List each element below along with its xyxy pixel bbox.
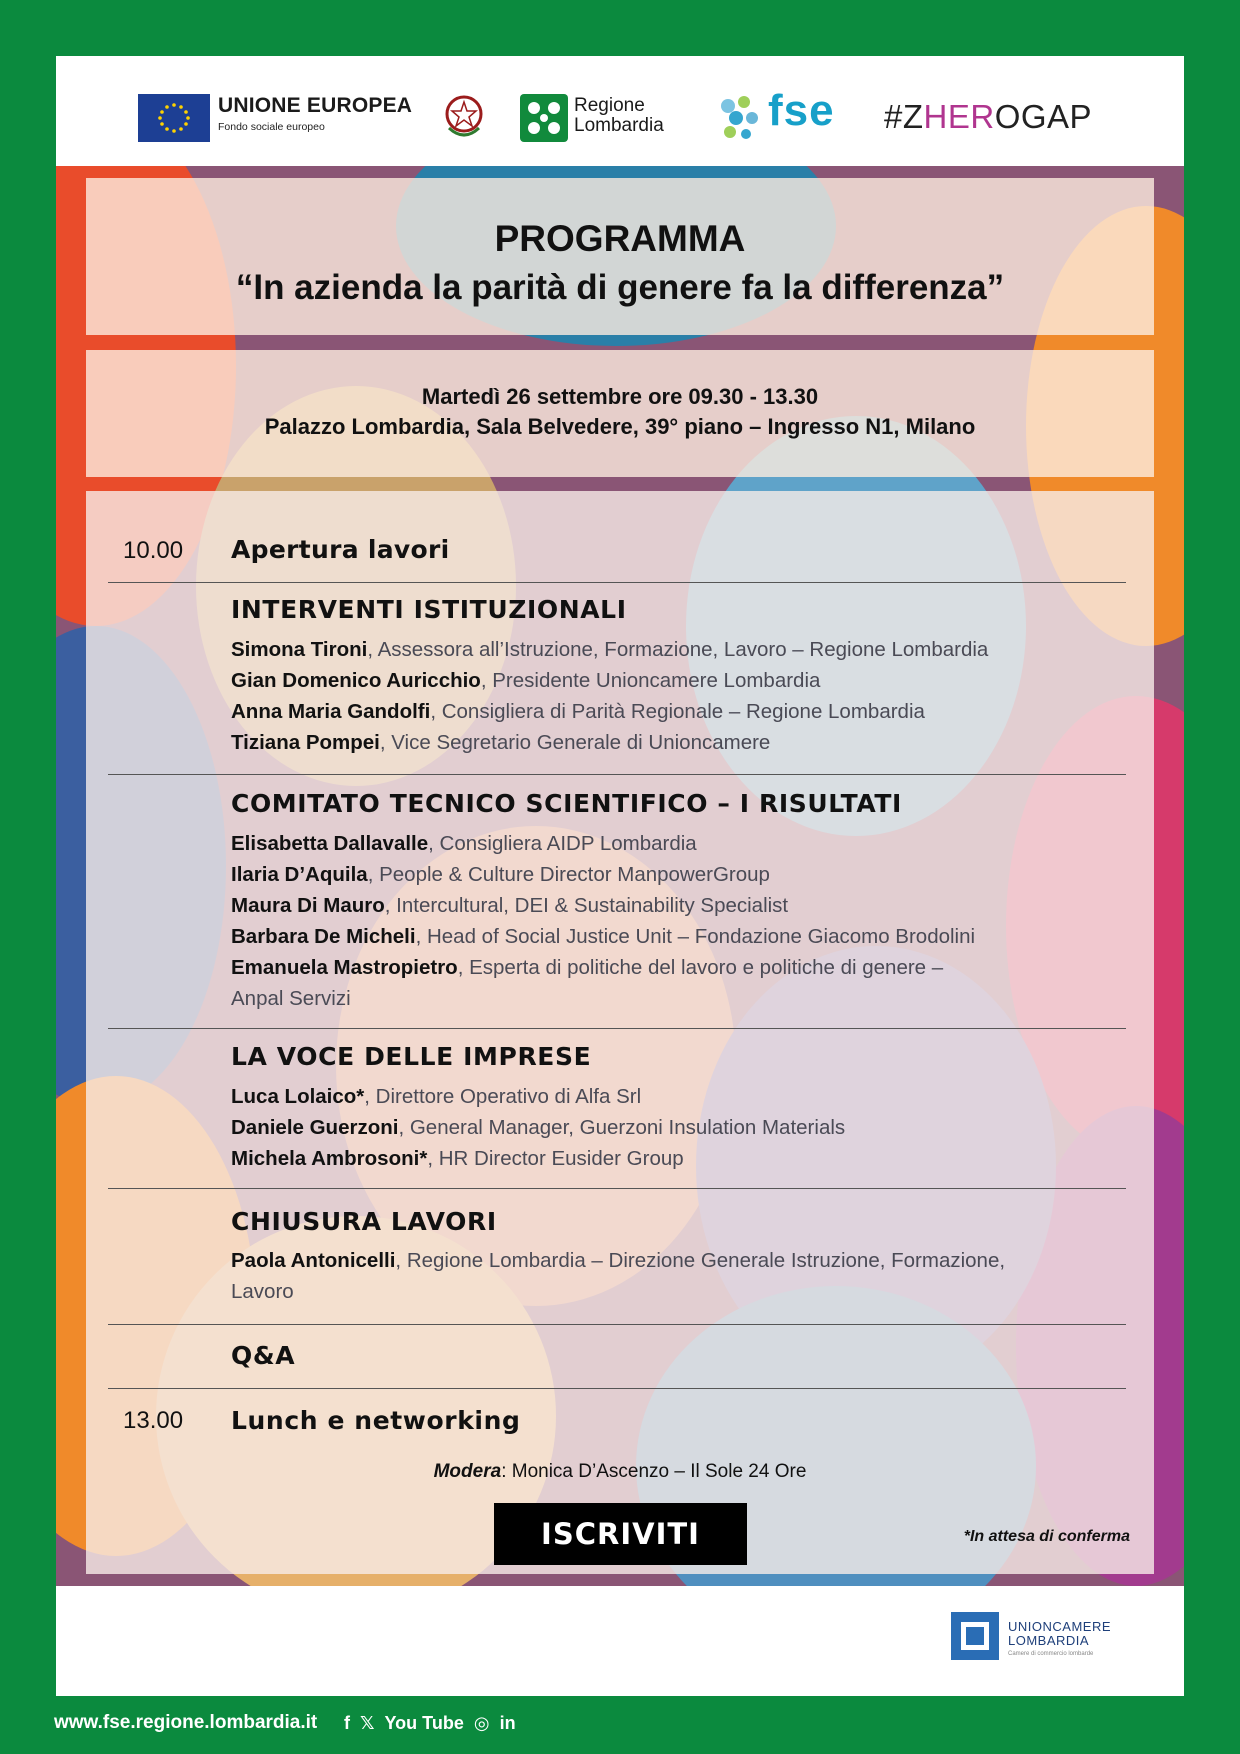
website-link[interactable]: www.fse.regione.lombardia.it: [54, 1712, 318, 1733]
unioncamere-logo-icon: [951, 1612, 999, 1660]
hashtag-her: HER: [923, 98, 995, 135]
speaker-name: Simona Tironi: [231, 638, 368, 661]
fse-logo-text: fse: [768, 86, 835, 135]
speaker-line: [231, 1112, 1131, 1143]
program-poster: [56, 166, 1184, 1586]
speaker-role: , Vice Segretario Generale di Unioncamere: [379, 731, 771, 754]
register-button[interactable]: ISCRIVITI: [494, 1503, 747, 1565]
speaker-name: Gian Domenico Auricchio: [231, 669, 481, 692]
closing-title: CHIUSURA LAVORI: [231, 1207, 497, 1236]
speaker-name: Luca Lolaico*: [231, 1085, 365, 1108]
speaker-role: , People & Culture Director ManpowerGroup: [367, 863, 770, 886]
hashtag-prefix: #Z: [884, 98, 924, 135]
qa-title: Q&A: [231, 1341, 296, 1370]
unioncamere-subtitle: Camere di commercio lombarde: [1008, 1651, 1094, 1657]
event-location: Palazzo Lombardia, Sala Belvedere, 39° piano – Ingresso N1, Milano: [264, 414, 976, 439]
speaker-role: , Consigliera AIDP Lombardia: [428, 832, 697, 855]
unioncamere-text: [1008, 1620, 1111, 1648]
x-icon[interactable]: 𝕏: [360, 1713, 375, 1733]
moderator-label: Modera: [433, 1461, 502, 1482]
moderator-text: : Monica D’Ascenzo – Il Sole 24 Ore: [501, 1461, 807, 1482]
opening-time: 10.00: [123, 537, 184, 564]
speaker-name: Daniele Guerzoni: [231, 1116, 399, 1139]
linkedin-icon[interactable]: in: [499, 1713, 516, 1733]
eu-flag-icon: [138, 94, 210, 142]
moderator-line: [86, 1461, 1154, 1483]
speaker-name: Elisabetta Dallavalle: [231, 832, 429, 855]
speaker-line: [231, 1143, 1131, 1174]
speaker-line: [231, 921, 1131, 952]
date-location-panel: [86, 350, 1154, 477]
event-title: “In azienda la parità di genere fa la differenza”: [235, 268, 1005, 307]
speaker-role: , Assessora all’Istruzione, Formazione, Lavoro – Regione Lombardia: [367, 638, 989, 661]
speaker-line: [231, 1245, 1131, 1276]
speaker-line: [231, 1081, 1131, 1112]
divider: [108, 1188, 1126, 1189]
speaker-name: Michela Ambrosoni*: [231, 1147, 428, 1170]
divider: [108, 582, 1126, 583]
facebook-icon[interactable]: f: [344, 1713, 350, 1733]
speaker-name: Emanuela Mastropietro: [231, 956, 458, 979]
speaker-line: [231, 890, 1131, 921]
speaker-role: , Presidente Unioncamere Lombardia: [480, 669, 821, 692]
region-line1: Regione: [574, 95, 645, 116]
committee-title: COMITATO TECNICO SCIENTIFICO – I RISULTATI: [231, 789, 902, 818]
divider: [108, 1324, 1126, 1325]
speaker-line: [231, 952, 1131, 983]
divider: [108, 1028, 1126, 1029]
fse-mark-icon: [714, 92, 764, 142]
speaker-line: [231, 828, 1131, 859]
event-date-time: Martedì 26 settembre ore 09.30 - 13.30: [421, 384, 819, 409]
speaker-name: Tiziana Pompei: [231, 731, 380, 754]
speaker-line: [231, 727, 1131, 758]
confirmation-note: *In attesa di conferma: [963, 1528, 1130, 1545]
opening-title: Apertura lavori: [231, 535, 450, 564]
youtube-icon[interactable]: You Tube: [384, 1713, 464, 1733]
speaker-role: , Regione Lombardia – Direzione Generale Istruzione, Formazione,: [395, 1249, 1006, 1272]
divider: [108, 774, 1126, 775]
speaker-role: , Esperta di politiche del lavoro e politiche di genere –: [457, 956, 944, 979]
title-panel: [86, 178, 1154, 335]
speaker-name: Paola Antonicelli: [231, 1249, 396, 1272]
speaker-name: Barbara De Micheli: [231, 925, 416, 948]
program-heading: PROGRAMMA: [494, 218, 746, 259]
unioncamere-line1: UNIONCAMERE: [1008, 1619, 1112, 1634]
italian-republic-emblem-icon: [441, 92, 487, 142]
region-line2: Lombardia: [574, 115, 664, 136]
poster-sheet: [56, 56, 1184, 1696]
eu-subtitle: Fondo sociale europeo: [218, 121, 325, 133]
speaker-line-continuation: Anpal Servizi: [231, 987, 351, 1010]
lunch-time: 13.00: [123, 1407, 184, 1434]
speaker-role: , Head of Social Justice Unit – Fondazione Giacomo Brodolini: [415, 925, 976, 948]
speaker-role: , General Manager, Guerzoni Insulation Materials: [398, 1116, 846, 1139]
logo-bar: [56, 56, 1184, 166]
speaker-line: [231, 634, 1131, 665]
zherogap-hashtag: [884, 98, 1092, 136]
eu-logo-text: [218, 94, 412, 133]
speaker-name: Anna Maria Gandolfi: [231, 700, 431, 723]
institutional-title: INTERVENTI ISTITUZIONALI: [231, 595, 627, 624]
lunch-title: Lunch e networking: [231, 1406, 521, 1435]
speaker-role: , HR Director Eusider Group: [427, 1147, 684, 1170]
speaker-role: , Intercultural, DEI & Sustainability Specialist: [384, 894, 789, 917]
regione-lombardia-logo-icon: [520, 94, 568, 142]
instagram-icon[interactable]: ◎: [473, 1713, 490, 1733]
speaker-line: [231, 665, 1131, 696]
speaker-role: , Consigliera di Parità Regionale – Regione Lombardia: [430, 700, 925, 723]
hashtag-suffix: OGAP: [994, 98, 1093, 135]
unioncamere-line2: LOMBARDIA: [1008, 1633, 1090, 1648]
divider: [108, 1388, 1126, 1389]
speaker-line-continuation: Lavoro: [231, 1280, 294, 1303]
regione-lombardia-text: [574, 96, 664, 136]
social-icons: [344, 1712, 516, 1734]
speaker-line: [231, 859, 1131, 890]
speaker-name: Ilaria D’Aquila: [231, 863, 368, 886]
agenda-panel: [86, 491, 1154, 1574]
speaker-name: Maura Di Mauro: [231, 894, 385, 917]
companies-title: LA VOCE DELLE IMPRESE: [231, 1042, 592, 1071]
speaker-role: , Direttore Operativo di Alfa Srl: [364, 1085, 642, 1108]
eu-title: UNIONE EUROPEA: [218, 94, 413, 117]
speaker-line: [231, 696, 1131, 727]
